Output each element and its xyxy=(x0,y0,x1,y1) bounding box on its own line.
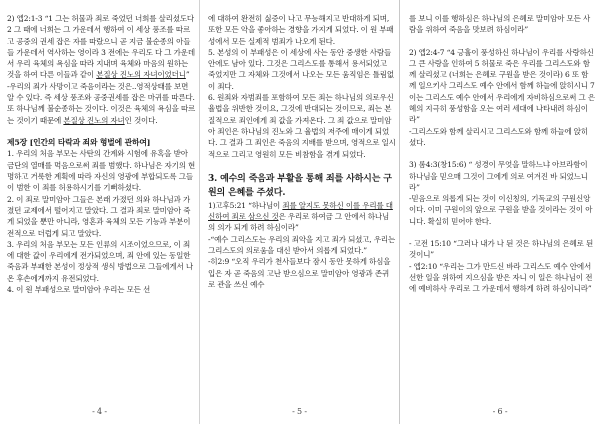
spacer xyxy=(409,227,595,238)
verse-commentary: -믿음으로 의롭게 되는 것이 이신칭의, 기독교의 구원신앙이다. 이미 구원이의 앞으로 구원을 받을 것이라는 것이 아니다. 확실히 믿어야 한다. xyxy=(409,194,593,226)
page-4 xyxy=(0,0,199,424)
list-item: 4. 이 원 부패성으로 말미암아 우리는 모든 선 xyxy=(7,285,151,295)
verse-rom-4-3: 3) 롬4:3(창15:6) “ 성경이 무엇을 말하느냐 아브라함이 하나님을 믿으매 그것이 그에게 의로 여겨진 바 되었느니라” xyxy=(409,160,588,192)
list-item: 3. 우리의 처음 부모는 모든 인류의 시조이었으므로, 이 죄에 대한 값이 우리에게 전가되었으며, 죄 안에 있는 동일한 죽음과 부패한 본성이 정상적 생식 방법으로 그들에게서 나온 후손에게까지 유전되었다. xyxy=(7,239,193,283)
list-item: 1. 우리의 처음 부모는 사탄의 간계와 시험에 유혹을 받아 금단의 열매를 먹음으로써 죄를 범했다. 하나님은 자기의 현명하고 거룩한 계획에 따라 자신의 영광에 부합되도록 그들이 범한 이 죄를 허용하시기를 기뻐하셨다. xyxy=(7,149,196,193)
spacer xyxy=(409,36,595,47)
verse-eph-2-10: - 엡2:10 “우리는 그가 만드신 바라 그리스도 예수 안에서 선한 일을 위하여 지으심을 받은 자니 이 일은 하나님이 전에 예비하사 우리로 그 가운데서 행하게 하려 하심이니라” xyxy=(409,261,593,294)
spacer xyxy=(208,160,396,172)
section-title: 3. 예수의 죽음과 부활을 통해 죄를 사하시는 구원의 은혜를 주셨다. xyxy=(208,173,392,198)
verse-1cor-15-10: - 고전 15:10 “그러나 내가 나 된 것은 하나님의 은혜로 된 것이니” xyxy=(409,239,594,260)
page-6 xyxy=(400,0,600,424)
verse-eph-2-1-3: 2) 엡2:1-3 “1 그는 허물과 죄로 죽었던 너희를 살리셨도다 2 그 때에 너희는 그 가운데서 행하여 이 세상 풍조를 따르고 공중의 권세 잡은 자를 따랐으니 곧 지금 불순종의 아들들 가운데서 역사하는 영이라 3 전에는 우리도 다 그 가운데서 우리 육체의 욕심을 따라 지내며 육체와 마음의 원하는 것을 하여 다른 이들과 같이 본질상 진노의 자녀이었더니” xyxy=(7,14,195,80)
spacer xyxy=(409,148,595,159)
list-item: 6. 원죄와 자범죄를 포함하여 모든 죄는 하나님의 의로우신 율법을 위반한 것이요, 그것에 반대되는 것이므로, 죄는 본질적으로 죄인에게 죄 값을 가져온다. 그 죄 값으로 말미암아 죄인은 하나님의 진노와 그 율법의 저주에 매이게 되었다. 그 결과 그 죄인은 죽음의 지배를 받으며, 영적으로 일시적으로 그리고 영원히 모든 비참함을 겪게 되었다. xyxy=(208,93,396,159)
underlined-phrase: 본질상 진노의 자녀 xyxy=(63,115,125,125)
verse-commentary: -그리스도와 함께 살리시고 그리스도와 함께 하늘에 앉히셨다. xyxy=(409,126,588,147)
underlined-phrase: 본질상 진노의 자녀이었더니 xyxy=(96,70,186,80)
paragraph: 에 대하여 완전히 싫증이 나고 무능해지고 반대하게 되며, 또한 모든 악을 좋아하는 경향을 가지게 되었다. 이 원 부패성에서 모든 실제적 범죄가 나오게 된다. xyxy=(208,14,394,46)
verse-eph-2-4-7: 2) 엡2:4-7 “4 긍휼이 풍성하신 하나님이 우리를 사랑하신 그 큰 사랑을 인하여 5 허물로 죽은 우리를 그리스도와 함께 살리셨고 (너희는 은혜로 구원을 받은 것이라) 6 또 함께 일으키사 그리스도 예수 안에서 함께 하늘에 앉히시니 7 이는 그리스도 예수 안에서 우리에게 자비하심으로써 그 은혜의 지극히 풍성함을 오는 여러 세대에 나타내려 하심이라” xyxy=(409,47,595,125)
section-title: 제5장 [인간의 타락과 죄와 형벌에 관하여] xyxy=(7,137,151,147)
page-number: - 4 - xyxy=(92,406,107,416)
page-number: - 6 - xyxy=(492,406,508,416)
paragraph: 를 보니 이를 행하심은 하나님의 은혜로 말미암아 모든 사람을 위하여 죽음을 맛보려 하심이라” xyxy=(409,14,591,35)
underlined-phrase: 죄를 알지도 못하신 이를 우리를 대신하여 죄로 삼으신 것 xyxy=(208,200,393,222)
list-item: 5. 본성의 이 부패성은 이 세상에 사는 동안 중생한 사람들 안에도 남아 있다. 그것은 그리스도를 통해서 용서되었고 죽었지만 그 자체와 그것에서 나오는 모든 움직임은 틀림없이 죄다. xyxy=(208,47,394,91)
verse-2cor-5-21: 1)고후5:21 “하나님이 죄를 알지도 못하신 이를 우리를 대신하여 죄로 삼으신 것은 우리로 하여금 그 안에서 하나님의 의가 되게 하려 하심이라” xyxy=(208,200,393,233)
verse-commentary: -우리의 죄가 사망이고 죽음이라는 것은..영적상태를 보면 알 수 있다. 즉 세상 풍조와 공중권세를 잡은 마귀를 따른다. 또 하나님께 불순종하는 것이다. 이것은 육체의 욕심을 따르는 것이기 때문에 본질상 진노의 자녀인 것이다. xyxy=(7,81,196,125)
list-item: 2. 이 죄로 말미암아 그들은 본래 가졌던 의와 하나님과 가졌던 교제에서 떨어지고 말았다. 그 결과 죄로 말미암아 죽게 되었을 뿐만 아니라, 영혼과 육체의 모든 기능과 부분이 전적으로 더럽게 되고 말았다. xyxy=(7,194,191,238)
verse-commentary: -“예수 그리스도는 우리의 죄악을 지고 죄가 되셨고, 우리는 그리스도의 의로움을 대신 받아서 의롭게 되었다.” xyxy=(208,234,396,256)
page-number: - 5 - xyxy=(292,406,307,416)
spacer xyxy=(7,126,196,137)
page-5 xyxy=(200,0,399,424)
verse-heb-2-9: -히2:9 “오직 우리가 천사들보다 잠시 동안 못하게 하심을 입은 자 곧 죽음의 고난 받으심으로 말미암아 영광과 존귀로 관을 쓰신 예수 xyxy=(208,257,391,289)
verse-text: 2) 엡2:1-3 “1 그는 허물과 죄로 죽었던 너희를 살리셨도다 2 그 때에 너희는 그 가운데서 행하여 이 세상 풍조를 따르고 공중의 권세 잡은 자를 따랐으니 곧 지금 불순종의 아들들 가운데서 역사하는 영이라 3 전에는 우리도 다 그 가운데서 우리 육체의 욕심을 따라 지내며 육체와 마음의 원하는 것을 하여 다른 이들과 같이 xyxy=(7,14,195,80)
